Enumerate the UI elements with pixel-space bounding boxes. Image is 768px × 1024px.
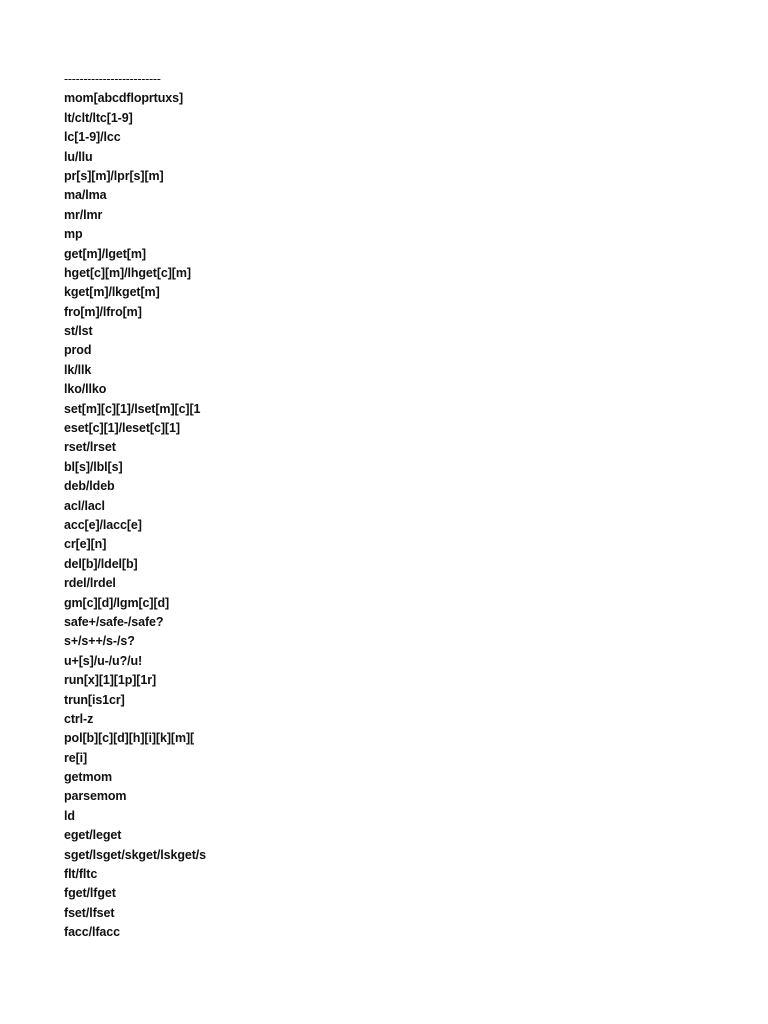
command-line: mom[abcdfloprtuxs] bbox=[64, 91, 184, 106]
command-line: fset/lfset bbox=[64, 905, 115, 920]
command-line: lu/llu bbox=[64, 149, 93, 164]
command-line: ma/lma bbox=[64, 188, 107, 203]
command-line: bl[s]/lbl[s] bbox=[64, 459, 123, 474]
command-line: u+[s]/u-/u?/u! bbox=[64, 653, 143, 668]
command-line: rset/lrset bbox=[64, 440, 116, 455]
separator-line: ------------------------- bbox=[64, 72, 161, 86]
command-line: lk/llk bbox=[64, 362, 92, 377]
command-line: lko/llko bbox=[64, 382, 107, 397]
command-line: pol[b][c][d][h][i][k][m][ bbox=[64, 731, 195, 746]
command-line: st/lst bbox=[64, 324, 93, 339]
command-line: s+/s++/s-/s? bbox=[64, 634, 135, 649]
command-line: fget/lfget bbox=[64, 886, 116, 901]
command-line: prod bbox=[64, 343, 92, 358]
command-line: facc/lfacc bbox=[64, 925, 120, 940]
command-line: eget/leget bbox=[64, 828, 122, 843]
command-line: kget[m]/lkget[m] bbox=[64, 285, 160, 300]
command-line: mr/lmr bbox=[64, 207, 103, 222]
command-line: ctrl-z bbox=[64, 711, 94, 726]
command-line: trun[is1cr] bbox=[64, 692, 125, 707]
command-line: get[m]/lget[m] bbox=[64, 246, 146, 261]
command-line: fro[m]/lfro[m] bbox=[64, 304, 142, 319]
command-line: flt/fltc bbox=[64, 867, 98, 882]
command-line: pr[s][m]/lpr[s][m] bbox=[64, 168, 164, 183]
command-line: rdel/lrdel bbox=[64, 576, 116, 591]
command-line: acl/lacl bbox=[64, 498, 105, 513]
command-line: re[i] bbox=[64, 750, 88, 765]
command-line: ld bbox=[64, 808, 75, 823]
command-line: mp bbox=[64, 227, 83, 242]
command-line: safe+/safe-/safe? bbox=[64, 614, 164, 629]
command-line: eset[c][1]/leset[c][1] bbox=[64, 421, 180, 436]
command-line: lc[1-9]/lcc bbox=[64, 130, 121, 145]
command-line: parsemom bbox=[64, 789, 127, 804]
command-line: hget[c][m]/lhget[c][m] bbox=[64, 265, 191, 280]
command-line: run[x][1][1p][1r] bbox=[64, 673, 157, 688]
command-line: set[m][c][1]/lset[m][c][1 bbox=[64, 401, 201, 416]
command-line: lt/clt/ltc[1-9] bbox=[64, 110, 133, 125]
command-line: deb/ldeb bbox=[64, 479, 115, 494]
command-line: getmom bbox=[64, 770, 113, 785]
command-line: del[b]/ldel[b] bbox=[64, 556, 138, 571]
command-line: acc[e]/lacc[e] bbox=[64, 517, 142, 532]
command-line: cr[e][n] bbox=[64, 537, 107, 552]
command-line: sget/lsget/skget/lskget/s bbox=[64, 847, 207, 862]
command-list bbox=[64, 70, 206, 943]
command-line: gm[c][d]/lgm[c][d] bbox=[64, 595, 170, 610]
